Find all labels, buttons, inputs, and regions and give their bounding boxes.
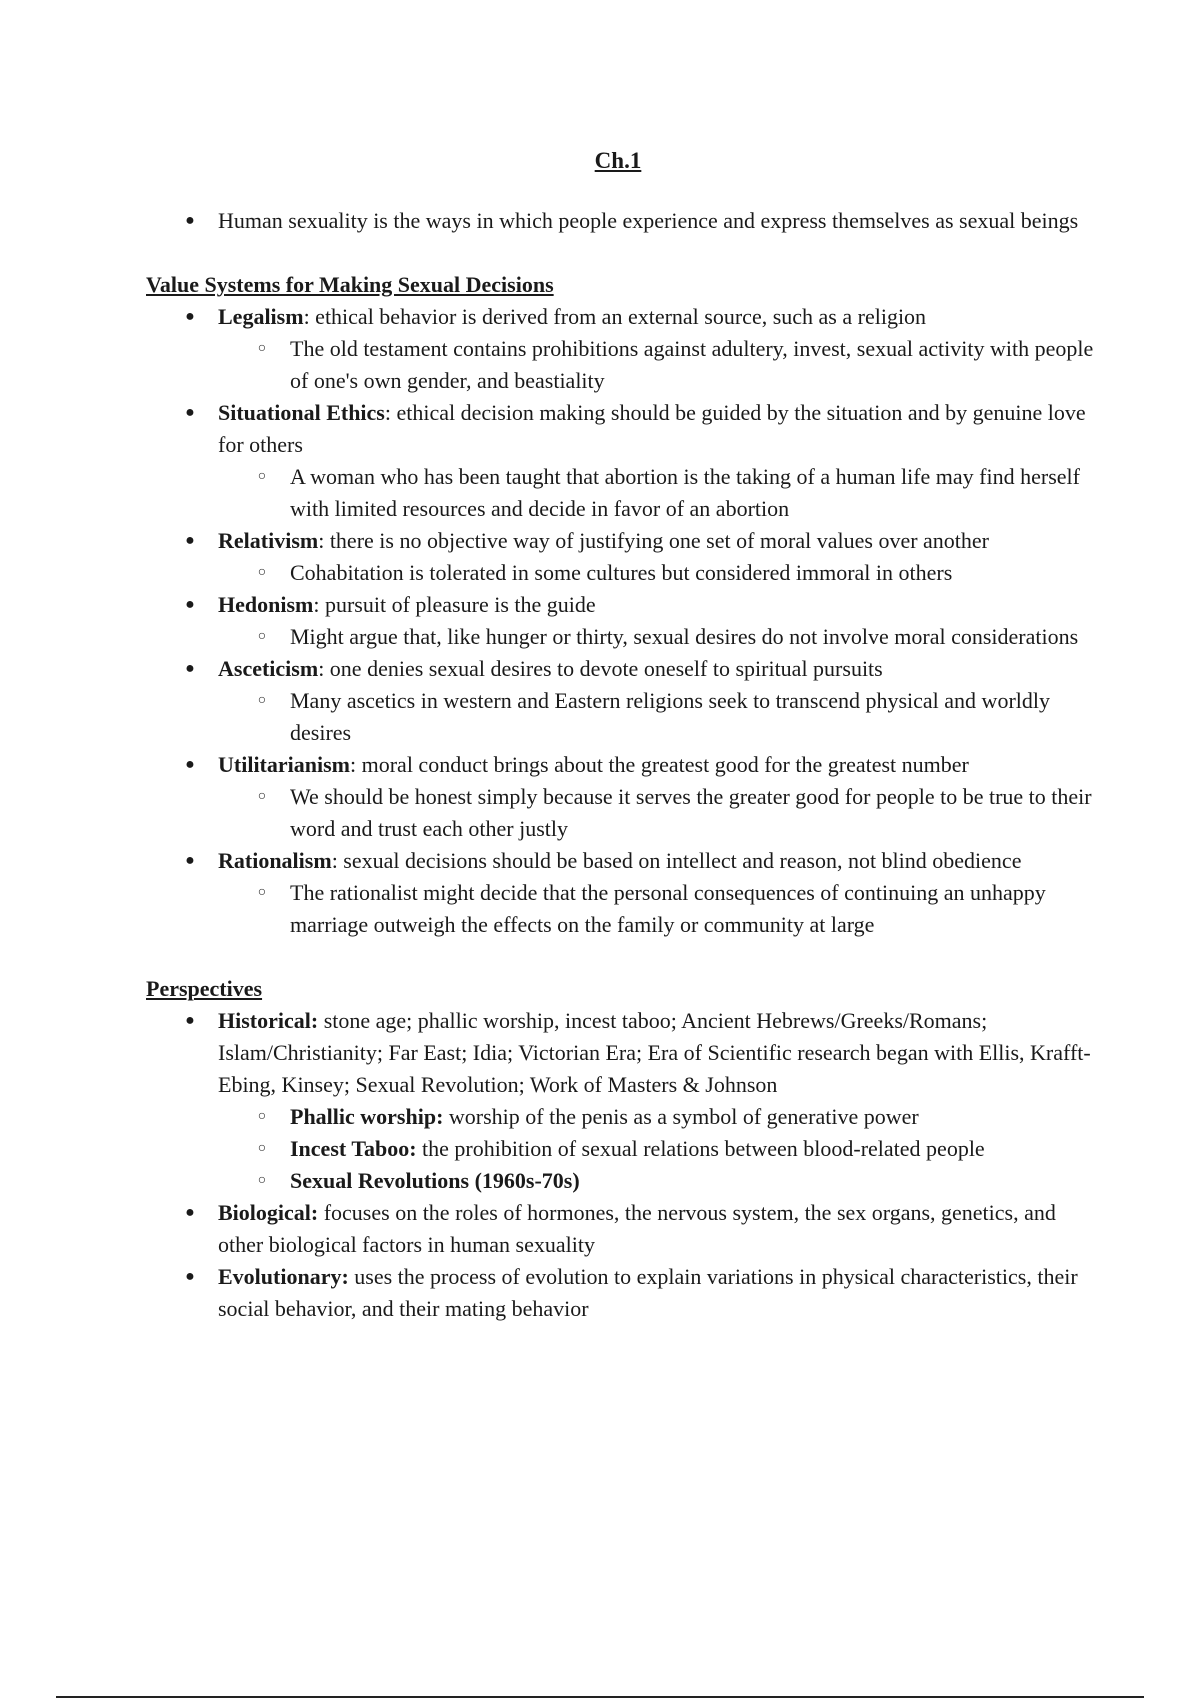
sub-list-item bbox=[257, 1133, 1106, 1165]
list-item bbox=[185, 525, 1106, 589]
example: Cohabitation is tolerated in some cultures but considered immoral in others bbox=[290, 560, 953, 585]
page-title: Ch.1 bbox=[594, 148, 642, 173]
circle-bullet-icon: ○ bbox=[257, 1141, 267, 1156]
bullet-icon: ● bbox=[185, 596, 195, 613]
sub-list-item bbox=[257, 685, 1106, 749]
term: Sexual Revolutions (1960s-70s) bbox=[290, 1168, 580, 1193]
term: Phallic worship: bbox=[290, 1104, 444, 1129]
list-item bbox=[185, 653, 1106, 749]
term: Situational Ethics bbox=[218, 400, 385, 425]
term: Historical: bbox=[218, 1008, 319, 1033]
circle-bullet-icon: ○ bbox=[257, 565, 267, 580]
definition: stone age; phallic worship, incest taboo; Ancient Hebrews/Greeks/Romans; Islam/Christianity; Far East; Idia; Victorian Era; Era of Scientific research began with Ellis, Krafft-Ebing, Kinsey; Sexual Revolution; Work of Masters & Johnson bbox=[218, 1008, 1091, 1097]
document-body bbox=[146, 205, 1106, 1325]
definition: : ethical decision making should be guided by the situation and by genuine love for others bbox=[218, 400, 1086, 457]
list-item bbox=[185, 749, 1106, 845]
term: Utilitarianism bbox=[218, 752, 350, 777]
term: Incest Taboo: bbox=[290, 1136, 417, 1161]
circle-bullet-icon: ○ bbox=[257, 1109, 267, 1124]
list-item bbox=[185, 1005, 1106, 1197]
sub-list-item bbox=[257, 461, 1106, 525]
sub-list-item bbox=[257, 333, 1106, 397]
example: Many ascetics in western and Eastern religions seek to transcend physical and worldly desires bbox=[290, 688, 1050, 745]
circle-bullet-icon: ○ bbox=[257, 1173, 267, 1188]
value-systems-list bbox=[146, 301, 1106, 941]
sub-list-item bbox=[257, 1101, 1106, 1133]
definition: : one denies sexual desires to devote oneself to spiritual pursuits bbox=[318, 656, 883, 681]
bullet-icon: ● bbox=[185, 532, 195, 549]
sub-list-item bbox=[257, 1165, 1106, 1197]
term: Evolutionary: bbox=[218, 1264, 349, 1289]
bullet-icon: ● bbox=[185, 308, 195, 325]
example: Might argue that, like hunger or thirty, sexual desires do not involve moral considerations bbox=[290, 624, 1079, 649]
example: A woman who has been taught that abortion is the taking of a human life may find herself with limited resources and decide in favor of an abortion bbox=[290, 464, 1080, 521]
bullet-icon: ● bbox=[185, 756, 195, 773]
bullet-icon: ● bbox=[185, 1204, 195, 1221]
term: Legalism bbox=[218, 304, 304, 329]
list-item bbox=[185, 301, 1106, 397]
bullet-icon: ● bbox=[185, 1012, 195, 1029]
circle-bullet-icon: ○ bbox=[257, 469, 267, 484]
section-heading-perspectives: Perspectives bbox=[146, 976, 263, 1001]
circle-bullet-icon: ○ bbox=[257, 341, 267, 356]
footer-divider bbox=[56, 1696, 1144, 1698]
sub-list-item bbox=[257, 781, 1106, 845]
bullet-icon: ● bbox=[185, 404, 195, 421]
circle-bullet-icon: ○ bbox=[257, 693, 267, 708]
bullet-icon: ● bbox=[185, 852, 195, 869]
definition: the prohibition of sexual relations between blood-related people bbox=[416, 1136, 985, 1161]
definition: : moral conduct brings about the greatest good for the greatest number bbox=[350, 752, 969, 777]
example: We should be honest simply because it serves the greater good for people to be true to their word and trust each other justly bbox=[290, 784, 1092, 841]
definition: : sexual decisions should be based on intellect and reason, not blind obedience bbox=[331, 848, 1022, 873]
section-heading-value-systems: Value Systems for Making Sexual Decisions bbox=[146, 272, 554, 297]
term: Rationalism bbox=[218, 848, 332, 873]
bullet-icon: ● bbox=[185, 212, 195, 229]
definition: worship of the penis as a symbol of generative power bbox=[443, 1104, 919, 1129]
intro-list bbox=[146, 205, 1106, 237]
bullet-icon: ● bbox=[185, 1268, 195, 1285]
term: Asceticism bbox=[218, 656, 319, 681]
list-item bbox=[185, 589, 1106, 653]
term: Relativism bbox=[218, 528, 319, 553]
bullet-icon: ● bbox=[185, 660, 195, 677]
circle-bullet-icon: ○ bbox=[257, 629, 267, 644]
sub-list-item bbox=[257, 877, 1106, 941]
definition: focuses on the roles of hormones, the nervous system, the sex organs, genetics, and other biological factors in human sexuality bbox=[218, 1200, 1056, 1257]
perspectives-list bbox=[146, 1005, 1106, 1325]
list-item bbox=[185, 397, 1106, 525]
sub-list-item bbox=[257, 557, 1106, 589]
example: The rationalist might decide that the personal consequences of continuing an unhappy marriage outweigh the effects on the family or community at large bbox=[290, 880, 1046, 937]
circle-bullet-icon: ○ bbox=[257, 885, 267, 900]
definition: : ethical behavior is derived from an external source, such as a religion bbox=[303, 304, 927, 329]
list-item bbox=[185, 1197, 1106, 1261]
definition: : pursuit of pleasure is the guide bbox=[313, 592, 596, 617]
intro-text: Human sexuality is the ways in which people experience and express themselves as sexual beings bbox=[218, 208, 1079, 233]
definition: uses the process of evolution to explain variations in physical characteristics, their social behavior, and their mating behavior bbox=[218, 1264, 1078, 1321]
term: Biological: bbox=[218, 1200, 319, 1225]
definition: : there is no objective way of justifying one set of moral values over another bbox=[318, 528, 990, 553]
example: The old testament contains prohibitions against adultery, invest, sexual activity with people of one's own gender, and beastiality bbox=[290, 336, 1094, 393]
list-item bbox=[185, 845, 1106, 941]
sub-list-item bbox=[257, 621, 1106, 653]
circle-bullet-icon: ○ bbox=[257, 789, 267, 804]
term: Hedonism bbox=[218, 592, 314, 617]
list-item bbox=[185, 1261, 1106, 1325]
list-item bbox=[185, 205, 1106, 237]
